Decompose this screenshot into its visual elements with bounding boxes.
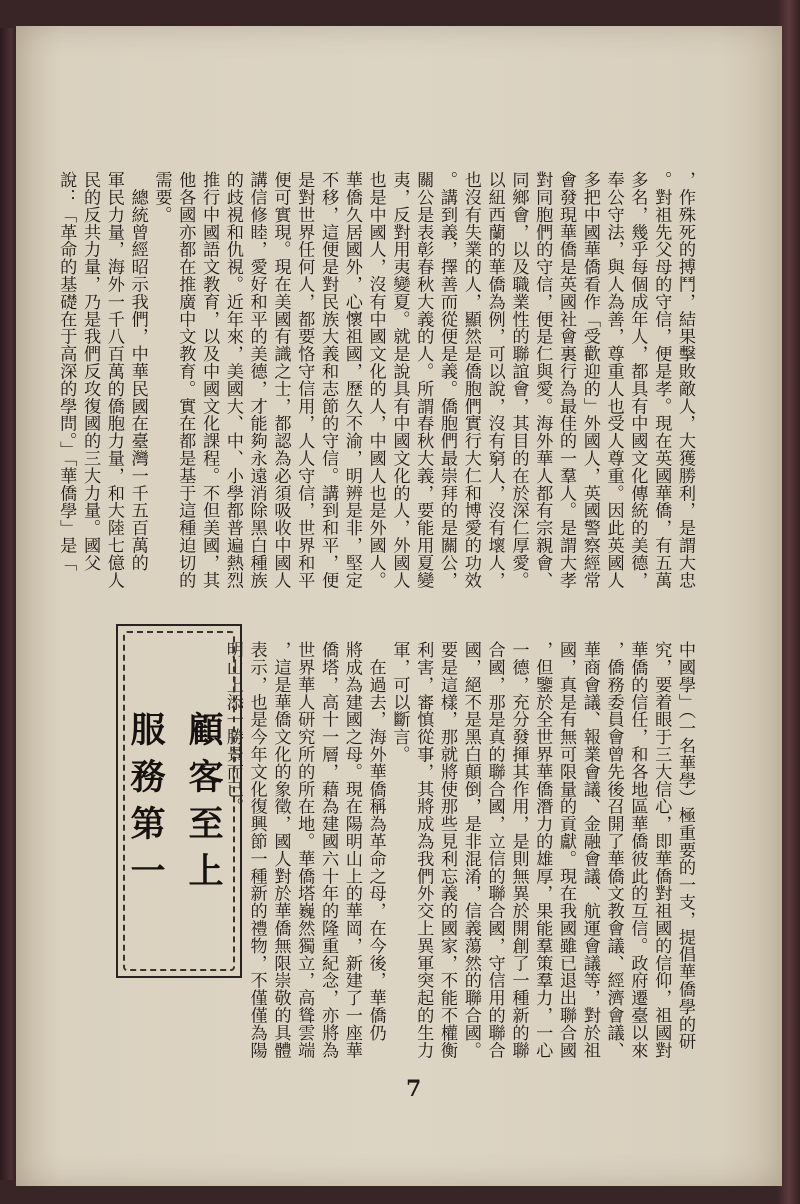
page-number: 7 xyxy=(406,1076,422,1102)
slogan-line-customer-first: 顧客至上 xyxy=(183,711,224,899)
slogan-line-service-first: 服務第一 xyxy=(125,711,166,899)
slogan-advertisement-box xyxy=(116,624,242,978)
book-page xyxy=(16,26,782,1186)
article-upper-text: ，作殊死的搏鬥，結果擊敗敵人，大獲勝利，是謂大忠 。對祖先父母的守信，便是孝。現在英國華僑，有五萬 多名，幾乎每個成年人，都具有中國文化傳統的美德， 奉公守法，與人為善，尊重人也受人尊重。因此英國人 多把中國華僑看作「受歡迎的」外國人，英國警察經常 會發現華僑是英國社會裏行為最佳的一羣人。是謂大孝 對同胞們的守信，便是仁與愛。海外華人都有宗親會、 同鄉會，以及職業性的聯誼會，其目的在於深仁厚愛。 以紐西蘭的華僑為例，可以說，沒有窮人，沒有壞人， 也沒有失業的人，顯然是僑胞們實行大仁和博愛的功效 。講到義，擇善而從便是義。僑胞們最崇拜的是關公， 關公是表彰春秋大義的人。所謂春秋大義，要能用夏變 夷，反對用夷變夏。就是說具有中國文化的人，外國人 也是中國人，沒有中國文化的人，中國人也是外國人。 華僑久居國外，心懷祖國，歷久不渝，明辨是非，堅定 不移，這便是對民族大義和志節的守信。講到和平，便 是對世界任何人，都要恪守信用，人人守信，世界和平 便可實現。現在美國有識之士，都認為必須吸收中國人 講信修睦，愛好和平的美德，才能夠永遠消除黑白種族 的歧視和仇視。近年來，美國大、中、小學都普遍熱烈 推行中國語文教育，以及中國文化課程。不但美國，其 他各國亦都在推廣中文教育。實在都是基于這種迫切的 需要。 總統曾經昭示我們，中華民國在臺灣一千五百萬的 軍民力量，海外一千八百萬的僑胞力量，和大陸七億人 民的反共力量，乃是我們反攻復國的三大力量。國父 說：「革命的基礎在于高深的學問。」「華僑學」是「 xyxy=(56,171,695,589)
article-lower-text: 中國學」（一名華學）極重要的一支，提倡華僑學的研 究，要着眼于三大信心，即華僑對祖國的信仰，祖國對 華僑的信任，和各地區華僑彼此的互信。政府遷臺以來 ，僑務委員會曾先後召開了華僑文教會議、經濟會議、 華商會議、報業會議、金融會議、航運會議等，對於祖 國，真是有無可限量的貢獻。現在我國雖已退出聯合國 ，但鑒於全世界華僑潛力的雄厚，果能羣策羣力，一心 一德，充分發揮其作用，是則無異於開創了一種新的聯 合國，那是真的聯合國，立信的聯合國，守信用的聯合 國，絕不是黑白顛倒，是非混淆，信義蕩然的聯合國。 要是這樣，那就將使那些見利忘義的國家，不能不權衡 利害，審慎從事，其將成為我們外交上異軍突起的生力 軍，可以斷言。 在過去，海外華僑稱為革命之母，在今後，華僑仍 將成為建國之母。現在陽明山上的華岡，新建了一座華 僑塔，高十一層，藉為建國六十年的隆重紀念，亦將為 世界華人研究所的所在地。華僑塔巍然獨立，高聳雲端 ，這是華僑文化的象徵，國人對於華僑無限崇敬的具體 表示，也是今年文化復興節一種新的禮物，不僅僅為陽 明山上添一勝景而已。 xyxy=(222,641,695,1059)
